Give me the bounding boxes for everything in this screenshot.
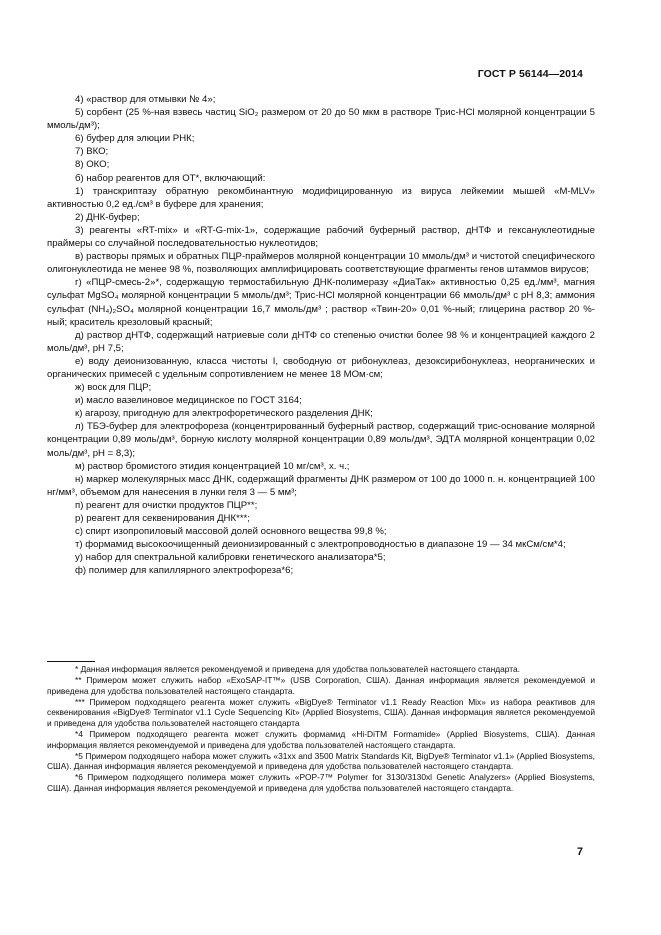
list-item: г) «ПЦР-смесь-2»*, содержащую термостабильную ДНК-полимеразу «ДиаТак» активностью 0,25 ед./мм³, магния сульфат MgSO₄ молярной концентрации 5 ммоль/дм³; Трис-HCl молярной концентрации 66 ммоль/дм³ с pH 8,3; аммония сульфат (NH₄)₂SO₄ молярной концентрации 16,7 ммоль/дм³ ; раствор «Твин-20» 0,01 %-ный; глицерина раствор 20 %-ный; краситель крезоловый красный; [47,277,595,328]
footnotes [47,664,595,794]
page-number: 7 [576,846,583,858]
footnote: ** Примером может служить набор «ExoSAP-IT™» (USB Corporation, США). Данная информация является рекомендуемой и приведена для удобства пользователей настоящего стандарта. [47,675,595,696]
document-body [47,93,595,577]
document-header: ГОСТ Р 56144—2014 [477,68,583,80]
list-item: 8) ОКО; [75,159,110,171]
list-item: 2) ДНК-буфер; [75,211,140,223]
list-item: л) ТБЭ-буфер для электрофореза (концентрированный буферный раствор, содержащий трис-основание молярной концентрации 0,89 моль/дм³, борную кислоту молярной концентрации 0,89 моль/дм³, ЭДТА молярной концентрации 0,02 моль/дм³, pH = 8,3); [47,421,595,459]
list-item: т) формамид высокоочищенный деионизированный с электропроводностью в диапазоне 19 — 34 мкСм/см*4; [75,539,566,551]
list-item: ж) воск для ПЦР; [75,382,152,394]
list-item: 1) транскриптазу обратную рекомбинантную модифицированную из вируса лейкемии мышей «M-MLV» активностью 0,2 ед./см³ в буфере для хранения; [47,185,595,210]
list-item: п) реагент для очистки продуктов ПЦР**; [75,499,258,511]
footnote: * Данная информация является рекомендуемой и приведена для удобства пользователей настоящего стандарта. [75,664,521,674]
list-item: 3) реагенты «RT-mix» и «RT-G-mix-1», содержащие рабочий буферный раствор, дНТФ и гексануклеотидные праймеры со случайной последовательностью нуклеотидов; [47,224,595,250]
list-item: м) раствор бромистого этидия концентрацией 10 мг/см³, х. ч.; [75,460,350,472]
list-item: у) набор для спектральной калибровки генетического анализатора*5; [75,552,386,564]
footnote: *** Примером подходящего реагента может служить «BigDye® Terminator v1.1 Ready Reaction Mix» из набора реактивов для секвенирования «BigDye® Terminator v1.1 Cycle Sequencing Kit» (Applied Biosystems, США). Данная информация является рекомендуемой и приведена для удобства пользователей настоящего стандарта [47,696,595,728]
list-item: 4) «раствор для отмывки № 4»; [75,94,216,105]
list-item: р) реагент для секвенирования ДНК***; [75,513,250,524]
list-item: 7) ВКО; [75,146,109,158]
footnote: *6 Примером подходящего полимера может служить «POP-7™ Polymer for 3130/3130xl Genetic Analyzers» (Applied Biosystems, США). Данная информация является рекомендуемой и приведена для удобства пользователей настоящего стандарта. [47,772,595,794]
list-item: с) спирт изопропиловый массовой долей основного вещества 99,8 %; [75,526,387,538]
footnote: *4 Примером подходящего реагента может служить формамид «Hi-DiTM Formamide» (Applied Biosystems, США). Данная информация является рекомендуемой и приведена для удобства пользователей настоящего стандарта. [47,729,595,750]
footnote: *5 Примером подходящего набора может служить «31xx and 3500 Matrix Standards Kit, BigDye® Terminator v1.1» (Applied Biosystems, США). Данная информация является рекомендуемой и приведена для удобства пользователей настоящего стандарта. [47,750,595,772]
list-item: д) раствор дНТФ, содержащий натриевые соли дНТФ со степенью очистки более 98 % и концентрацией каждого 2 моль/дм³, pH 7,5; [47,329,595,354]
list-item: ф) полимер для капиллярного электрофореза*6; [75,565,294,577]
list-item: к) агарозу, пригодную для электрофоретического разделения ДНК; [75,408,373,420]
list-item: б) набор реагентов для ОТ*, включающий: [75,172,266,184]
list-item: 6) буфер для элюции РНК; [75,133,195,145]
list-item: и) масло вазелиновое медицинское по ГОСТ 3164; [75,395,302,407]
list-item: 5) сорбент (25 %-ная взвесь частиц SiO₂ размером от 20 до 50 мкм в растворе Трис-HCl молярной концентрации 5 ммоль/дм³); [47,107,595,132]
list-item: е) воду деионизованную, класса чистоты I, свободную от рибонуклеаз, дезоксирибонуклеаз, неорганических и органических примесей с удельным сопротивлением не менее 18 МОм·см; [47,355,595,380]
list-item: н) маркер молекулярных масс ДНК, содержащий фрагменты ДНК размером от 100 до 1000 п. н. концентрацией 100 нг/мм³, объемом для нанесения в лунки геля 3 — 5 мм³; [47,473,595,498]
list-item: в) растворы прямых и обратных ПЦР-праймеров молярной концентрации 10 ммоль/дм³ и чистотой специфического олигонуклеотида не менее 98 %, позволяющих амплифицировать соответствующие фрагменты генов штаммов вирусов; [47,251,595,276]
footnote-divider [47,661,95,662]
